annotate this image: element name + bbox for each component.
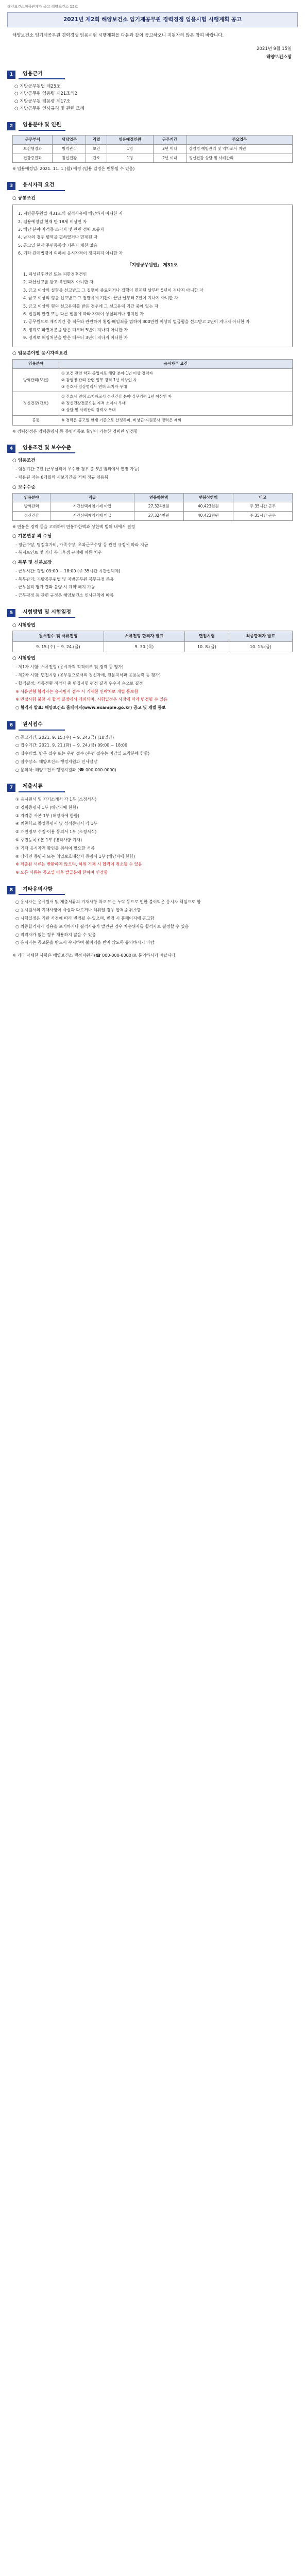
- method-heading: ○ 시험방법: [12, 656, 36, 662]
- table-row: [13, 512, 293, 521]
- section-title: 임용분야 및 인원: [19, 121, 65, 131]
- warning-note: ※ 제출된 서류는 반환하지 않으며, 허위 기재 시 합격이 취소될 수 있음: [15, 862, 142, 867]
- list-item: 7. 공무원으로 재직기간 중 직무와 관련하여 횡령·배임죄를 범하여 300만원 이상의 벌금형을 선고받고 2년이 지나지 아니한 자: [23, 319, 250, 325]
- table-cell: 9. 30.(목): [104, 641, 184, 652]
- list-item: ○ 최종합격자가 임용을 포기하거나 결격사유가 발견된 경우 차순위자를 합격자로 결정할 수 있음: [15, 924, 189, 929]
- section-title: 임용근거: [19, 70, 65, 80]
- list-item: 4. 남자의 경우 병역을 필하였거나 면제된 자: [18, 235, 98, 240]
- table-cell: 시간선택제임기제 마급: [50, 512, 134, 521]
- table-row: [13, 502, 293, 512]
- list-item: ④ 최종학교 졸업증명서 및 성적증명서 각 1부: [15, 821, 97, 826]
- list-item: - 채용된 자는 6개월의 시보기간을 거쳐 정규 임용됨: [15, 474, 109, 480]
- list-item: 2. 임용예정일 현재 만 18세 이상인 자: [18, 219, 87, 224]
- list-item: ⑦ 기타 응시자격 확인을 위하여 필요한 서류: [15, 845, 95, 851]
- list-item: - 근무실적 평가 결과 불량 시 계약 해지 가능: [15, 585, 95, 590]
- table-row: [13, 154, 293, 163]
- column-header: 연봉상한액: [183, 493, 233, 502]
- section-title: 원서접수: [19, 721, 65, 731]
- positions-note: ※ 임용예정일: 2021. 11. 1.(월) 예정 (임용 일정은 변동될 수 있음): [12, 166, 135, 172]
- warning-note: ※ 모든 서류는 공고일 이후 발급분에 한하여 인정함: [15, 870, 108, 875]
- section-number: 6: [7, 721, 15, 730]
- schedule-heading: ○ 시험방법: [12, 622, 36, 628]
- warning-note: ※ 면접시험 불참 시 합격 결정에서 제외되며, 시험일정은 사정에 따라 변경될 수 있음: [15, 697, 167, 702]
- table-header-row: [13, 631, 293, 642]
- table-header-row: [13, 135, 293, 144]
- table-cell: 주 35시간 근무: [233, 502, 292, 512]
- section-number: 3: [7, 182, 15, 190]
- page-title: 2021년 제2회 해양보건소 임기제공무원 경력경쟁 임용시험 시행계획 공고: [7, 12, 298, 27]
- list-item: - 임용기간: 2년 (근무실적이 우수한 경우 총 5년 범위에서 연장 가능): [15, 467, 140, 472]
- list-item: ○ 응시자는 응시원서 및 제출서류의 기재사항 착오 또는 누락 등으로 인한 불이익은 응시자 책임으로 함: [15, 900, 201, 905]
- table-row: [13, 392, 293, 415]
- table-cell: 1명: [107, 144, 153, 154]
- table-header-row: [13, 360, 293, 369]
- table-cell: 보건: [86, 144, 107, 154]
- column-header: 서류전형 합격자 발표: [104, 631, 184, 642]
- list-item: 3. 해당 분야 자격증 소지자 및 관련 경력 보유자: [18, 227, 105, 232]
- list-item: 1. 피성년후견인 또는 피한정후견인: [23, 272, 87, 277]
- section-8-heading: [7, 886, 298, 895]
- list-item: ○ 지방공무원법 제25조: [14, 84, 61, 90]
- section-number: 5: [7, 609, 15, 617]
- duty-heading: ○ 복무 및 신분보장: [12, 560, 52, 566]
- list-item: ○ 지방공무원 인사규칙 및 관련 조례: [14, 106, 84, 112]
- list-item: 1. 지방공무원법 제31조의 결격사유에 해당하지 아니한 자: [18, 211, 123, 216]
- section-2-heading: [7, 121, 298, 131]
- column-header: 근무기간: [153, 135, 187, 144]
- table-header-row: [13, 493, 293, 502]
- section-1-heading: [7, 70, 298, 80]
- list-item: ① 응시원서 및 자기소개서 각 1부 (소정서식): [15, 796, 97, 802]
- section-6-heading: [7, 721, 298, 731]
- column-header: 담당업무: [53, 135, 86, 144]
- list-item: - 제2차 시험: 면접시험 (공무원으로서의 정신자세, 전문지식과 응용능력 등 평가): [15, 673, 161, 678]
- column-header: 면접시험: [185, 631, 229, 642]
- contact-footer: ※ 기타 자세한 사항은 해양보건소 행정지원과(☎ 000-000-0000)로 문의하시기 바랍니다.: [12, 953, 177, 958]
- list-item: 5. 공고일 현재 주민등록상 거주지 제한 없음: [18, 243, 98, 248]
- table-cell: 정신건강: [53, 154, 86, 163]
- pay-table: [12, 493, 293, 521]
- conditions-heading: ○ 임용조건: [12, 458, 36, 464]
- section-number: 8: [7, 886, 15, 894]
- section-title: 시험방법 및 시험일정: [19, 608, 75, 618]
- table-cell: 방역관리: [13, 502, 50, 512]
- table-row: [13, 415, 293, 426]
- allowance-heading: ○ 기본연봉 외 수당: [12, 533, 52, 539]
- list-item: - 복지포인트 및 기타 복리후생 규정에 따른 처우: [15, 550, 102, 555]
- common-qual-box: [12, 205, 293, 347]
- list-item: 3. 금고 이상의 실형을 선고받고 그 집행이 종료되거나 집행이 면제된 날부터 5년이 지나지 아니한 자: [23, 287, 204, 293]
- column-header: 임용예정인원: [107, 135, 153, 144]
- column-header: 근무부서: [13, 135, 53, 144]
- table-cell: 10. 15.(금): [229, 641, 292, 652]
- column-header: 직급: [50, 493, 134, 502]
- table-cell: ① 보건 관련 학과 졸업자로 해당 분야 1년 이상 경력자 ② 감염병 관리 관련 업무 경력 1년 이상인 자 ③ 간호사·임상병리사 면허 소지자 우대: [59, 369, 293, 392]
- table-cell: 공통: [13, 415, 59, 426]
- table-cell: 1명: [107, 154, 153, 163]
- list-item: ○ 문의처: 해양보건소 행정지원과 (☎ 000-000-0000): [15, 767, 116, 772]
- table-cell: 건강증진과: [13, 154, 53, 163]
- table-cell: 시간선택제임기제 마급: [50, 502, 134, 512]
- list-item: ○ 지방공무원 임용령 제21조의2: [14, 91, 78, 97]
- table-cell: ※ 경력은 공고일 현재 기준으로 산정하며, 비상근·자원봉사 경력은 제외: [59, 415, 293, 426]
- announcement-note: ○ 합격자 발표: 해양보건소 홈페이지(www.example.go.kr) 공고 및 개별 통보: [15, 705, 166, 710]
- list-item: ② 경력증명서 1부 (해당자에 한함): [15, 805, 78, 810]
- section-4-heading: [7, 444, 298, 454]
- warning-note: ※ 서류전형 합격자는 응시원서 접수 시 기재한 연락처로 개별 통보함: [15, 689, 139, 694]
- list-item: ○ 응시자는 공고문을 반드시 숙지하여 불이익을 받지 않도록 유의하시기 바람: [15, 940, 155, 945]
- positions-table: [12, 135, 293, 163]
- disqualification-title: 「지방공무원법」 제31조: [127, 262, 178, 268]
- table-cell: 주 35시간 근무: [233, 512, 292, 521]
- list-item: 8. 징계로 파면처분을 받은 때부터 5년이 지나지 아니한 자: [23, 327, 128, 332]
- list-item: - 합격결정: 서류전형 적격자 중 면접시험 평정 결과 우수자 순으로 결정: [15, 681, 143, 686]
- table-row: [13, 144, 293, 154]
- table-cell: 2년 이내: [153, 154, 187, 163]
- list-item: 6. 법원의 판결 또는 다른 법률에 따라 자격이 상실되거나 정지된 자: [23, 311, 144, 316]
- list-item: ○ 접수방법: 방문 접수 또는 우편 접수 (우편 접수는 마감일 도착분에 한함): [15, 751, 150, 756]
- list-item: 2. 파산선고를 받고 복권되지 아니한 자: [23, 280, 94, 285]
- list-item: ⑧ 장애인 증명서 또는 취업보호대상자 증명서 1부 (해당자에 한함): [15, 854, 135, 859]
- section-number: 1: [7, 71, 15, 79]
- table-cell: 10. 8.(금): [185, 641, 229, 652]
- list-item: ○ 공고기간: 2021. 9. 15.(수) ~ 9. 24.(금) (10일간): [15, 735, 114, 740]
- list-item: ○ 적격자가 없는 경우 채용하지 않을 수 있음: [15, 932, 96, 937]
- table-cell: 2년 이내: [153, 144, 187, 154]
- common-qual-heading: ○ 공통조건: [12, 195, 36, 201]
- column-header: 비고: [233, 493, 292, 502]
- qualification-table: [12, 359, 293, 426]
- list-item: - 근무평정 등 관련 규정은 해양보건소 인사규칙에 따름: [15, 593, 114, 598]
- table-row: [13, 369, 293, 392]
- list-item: ○ 시험일정은 기관 사정에 따라 변경될 수 있으며, 변경 시 홈페이지에 공고함: [15, 916, 155, 921]
- doc-header: 해양보건소청하관계자 공고 해양보건소 15호: [7, 5, 78, 9]
- table-cell: 간호: [86, 154, 107, 163]
- column-header: 임용분야: [13, 360, 59, 369]
- basis-list: [14, 83, 291, 112]
- section-number: 2: [7, 122, 15, 130]
- list-item: ○ 접수장소: 해양보건소 행정지원과 인사담당: [15, 759, 97, 764]
- section-number: 7: [7, 784, 15, 792]
- section-title: 임용조건 및 보수수준: [19, 444, 75, 454]
- table-cell: 정신건강 상담 및 사례관리: [187, 154, 292, 163]
- list-item: ○ 응시원서의 기재사항이 사실과 다르거나 허위일 경우 합격을 취소함: [15, 908, 141, 913]
- list-item: 4. 금고 이상의 형을 선고받고 그 집행유예 기간이 끝난 날부터 2년이 지나지 아니한 자: [23, 296, 178, 301]
- section-number: 4: [7, 445, 15, 453]
- section-title: 응시자격 요건: [19, 181, 65, 191]
- column-header: 연봉하한액: [134, 493, 183, 502]
- column-header: 주요업무: [187, 135, 292, 144]
- section-3-heading: [7, 181, 298, 191]
- list-item: - 복무관리: 지방공무원법 및 지방공무원 복무규정 준용: [15, 577, 114, 582]
- table-cell: ① 간호사 면허 소지자로서 정신건강 분야 실무경력 1년 이상인 자 ② 정신건강전문요원 자격 소지자 우대 ③ 상담 및 사례관리 경력자 우대: [59, 392, 293, 415]
- list-item: ③ 자격증 사본 1부 (해당자에 한함): [15, 813, 79, 818]
- qualification-note: ※ 경력산정은 경력증명서 등 증빙서류로 확인이 가능한 경력만 인정함: [12, 429, 138, 434]
- table-cell: 9. 15.(수) ~ 9. 24.(금): [13, 641, 104, 652]
- list-item: ⑥ 주민등록초본 1부 (병적사항 기재): [15, 837, 82, 842]
- pay-heading: ○ 보수수준: [12, 484, 36, 490]
- table-cell: 정신건강: [13, 512, 50, 521]
- list-item: 6. 기타 관계법령에 의하여 응시자격이 정지되지 아니한 자: [18, 251, 123, 256]
- column-header: 임용분야: [13, 493, 50, 502]
- table-cell: 27,324천원: [134, 502, 183, 512]
- detail-qual-heading: ○ 임용분야별 응시자격요건: [12, 351, 68, 357]
- section-5-heading: [7, 608, 298, 618]
- column-header: 원서접수 및 서류전형: [13, 631, 104, 642]
- pay-note: ※ 연봉은 경력 등을 고려하여 연봉하한액과 상한액 범위 내에서 결정: [12, 524, 135, 530]
- table-row: [13, 641, 293, 652]
- table-cell: 정신건강(간호): [13, 392, 59, 415]
- table-cell: 40,423천원: [183, 512, 233, 521]
- section-title: 제출서류: [19, 783, 65, 792]
- list-item: ○ 지방공무원 임용령 제17조: [14, 98, 71, 104]
- section-7-heading: [7, 783, 298, 792]
- list-item: 9. 징계로 해임처분을 받은 때부터 3년이 지나지 아니한 자: [23, 335, 128, 341]
- column-header: 응시자격 요건: [59, 360, 293, 369]
- list-item: 5. 금고 이상의 형의 선고유예를 받은 경우에 그 선고유예 기간 중에 있는 자: [23, 303, 159, 309]
- section-title: 기타유의사항: [19, 886, 65, 895]
- table-cell: 40,423천원: [183, 502, 233, 512]
- table-cell: 감염병 예방관리 및 역학조사 지원: [187, 144, 292, 154]
- list-item: ⑤ 개인정보 수집·이용 동의서 1부 (소정서식): [15, 829, 97, 835]
- list-item: - 정근수당, 명절휴가비, 가족수당, 초과근무수당 등 관련 규정에 따라 지급: [15, 542, 148, 547]
- column-header: 최종합격자 발표: [229, 631, 292, 642]
- list-item: ○ 접수기간: 2021. 9. 21.(화) ~ 9. 24.(금) 09:00 ~ 18:00: [15, 743, 128, 748]
- table-cell: 27,324천원: [134, 512, 183, 521]
- table-cell: 방역관리: [53, 144, 86, 154]
- intro-text: 해양보건소 임기제공무원 경력경쟁 임용시험 시행계획을 다음과 같이 공고하오니 지원자의 많은 참여 바랍니다.: [12, 33, 224, 39]
- table-cell: 보건행정과: [13, 144, 53, 154]
- issuing-org: 해양보건소장: [266, 55, 292, 60]
- list-item: - 근무시간: 평일 09:00 ~ 18:00 (주 35시간 시간선택제): [15, 568, 121, 573]
- column-header: 직렬: [86, 135, 107, 144]
- schedule-table: [12, 631, 293, 652]
- table-cell: 방역관리(보건): [13, 369, 59, 392]
- list-item: - 제1차 시험: 서류전형 (응시자격 적격여부 및 경력 등 평가): [15, 665, 124, 670]
- notice-date: 2021년 9월 15일: [257, 46, 292, 52]
